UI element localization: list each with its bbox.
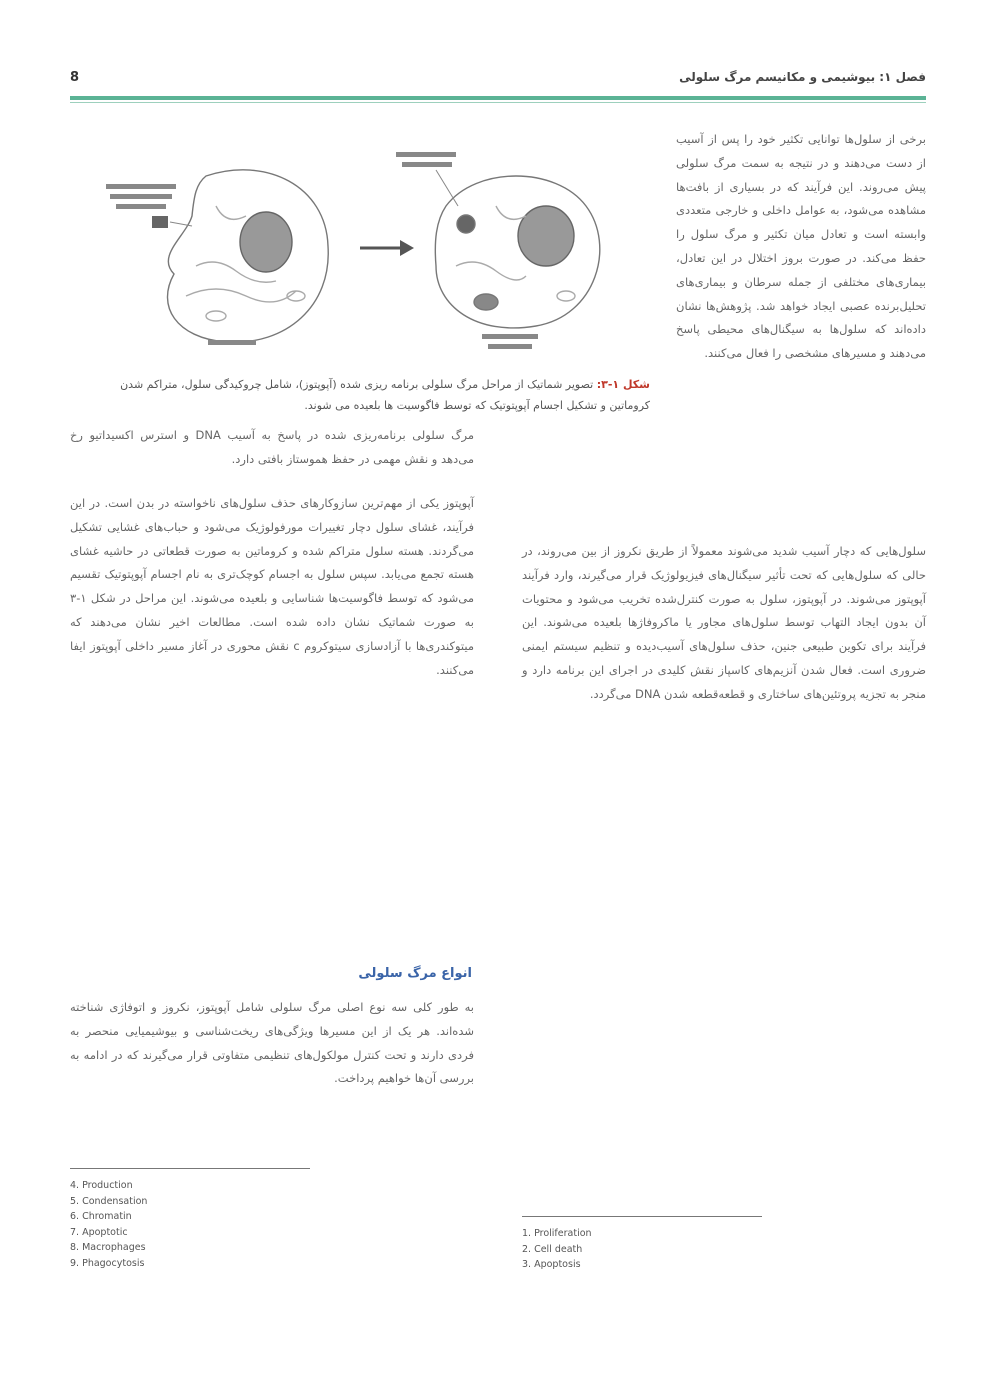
healthy-cell: [167, 170, 328, 342]
footnote-item: 3. Apoptosis: [522, 1259, 581, 1271]
header-rule: [70, 96, 926, 100]
page-number: 8: [70, 70, 80, 85]
header-rule-thin: [70, 102, 926, 103]
left-column-intro: [70, 424, 474, 472]
footnote-item: 2. Cell death: [522, 1243, 583, 1255]
process-arrow: [360, 240, 414, 256]
figure-caption: [120, 374, 650, 416]
page-header: [70, 68, 926, 92]
left-bottom-label: [208, 340, 256, 345]
right-paragraph-1: برخی از سلول‌ها توانایی تکثیر خود را پس از آسیب از دست می‌دهند و در نتیجه به سمت مرگ سلولی پیش می‌روند. این فرآیند که در بسیاری از بافت‌ها مشاهده می‌شود، به عوامل داخلی و خارجی متعددی وابسته است و تعادل میان تکثیر و مرگ سلول را حفظ می‌کند. در صورت بروز اختلال در این تعادل، بیماری‌های مختلفی از جمله سرطان و بیماری‌های تحلیل‌برنده عصبی ایجاد خواهد شد. پژوهش‌ها نشان داده‌اند که سلول‌ها به سیگنال‌های محیطی پاسخ می‌دهند و مسیرهای مشخصی را فعال می‌کنند.: [676, 132, 926, 361]
right-callout: [396, 152, 456, 167]
footnotes-right: [522, 1226, 592, 1273]
footnote-item: 7. Apoptotic: [70, 1226, 128, 1238]
footnote-item: 6. Chromatin: [70, 1211, 132, 1223]
running-title: فصل ۱: بیوشیمی و مکانیسم مرگ سلولی: [679, 70, 926, 84]
left-callout: [106, 184, 176, 228]
footnote-item: 5. Condensation: [70, 1195, 148, 1207]
caption-label: شکل ۱-۳:: [596, 378, 650, 391]
footnote-rule-left: [70, 1168, 310, 1169]
apoptotic-cell: [435, 176, 599, 328]
footnote-item: 1. Proliferation: [522, 1228, 592, 1239]
right-paragraph-2: سلول‌هایی که دچار آسیب شدید می‌شوند معمولاً از طریق نکروز از بین می‌روند، در حالی که سلول‌هایی که تحت تأثیر سیگنال‌های فیزیولوژیک قرار می‌گیرند، وارد فرآیند آپوپتوز می‌شوند. در آپوپتوز، سلول به صورت کنترل‌شده تخریب می‌شود و محتویات آن بدون ایجاد التهاب توسط سلول‌های مجاور یا ماکروفاژها بلعیده می‌شوند. این فرآیند برای تکوین طبیعی جنین، حذف سلول‌های آسیب‌دیده و تنظیم سیستم ایمنی ضروری است. فعال شدن آنزیم‌های کاسپاز نقش کلیدی در اجرای این برنامه دارد و منجر به تجزیه پروتئین‌های ساختاری و قطعه‌قطعه شدن DNA می‌گردد.: [522, 544, 926, 701]
left-column-main: [70, 492, 474, 682]
section-title: انواع مرگ سلولی: [358, 966, 472, 981]
left-paragraph-1: مرگ سلولی برنامه‌ریزی شده در پاسخ به آسیب DNA و استرس اکسیداتیو رخ می‌دهد و نقش مهمی در حفظ هموستاز بافتی دارد.: [70, 428, 474, 466]
section-body: [70, 996, 474, 1091]
footnote-item: 9. Phagocytosis: [70, 1257, 145, 1269]
right-column-main: [522, 540, 926, 707]
left-paragraph-2: آپوپتوز یکی از مهم‌ترین سازوکارهای حذف سلول‌های ناخواسته در بدن است. در این فرآیند، غشای سلول دچار تغییرات مورفولوژیک می‌شود و حباب‌های غشایی تشکیل می‌گردند. هسته سلول متراکم شده و کروماتین به صورت قطعاتی در حاشیه غشای هسته تجمع می‌یابد. سپس سلول به اجسام کوچک‌تری به نام اجسام آپوپتوتیک تقسیم می‌شود که توسط فاگوسیت‌ها شناسایی و بلعیده می‌شوند. این مراحل در شکل ۱-۳ به صورت شماتیک نشان داده شده است. مطالعات اخیر نشان می‌دهند که میتوکندری‌ها با آزادسازی سیتوکروم c نقش محوری در آغاز مسیر داخلی آپوپتوز ایفا می‌کنند.: [70, 496, 474, 677]
footnotes-left: [70, 1178, 147, 1272]
footnote-rule-right: [522, 1216, 762, 1217]
section-paragraph-1: به طور کلی سه نوع اصلی مرگ سلولی شامل آپوپتوز، نکروز و اتوفاژی شناخته شده‌اند. هر یک از این مسیرها ویژگی‌های ریخت‌شناسی و بیوشیمیایی منحصر به فردی دارند و تحت کنترل مولکول‌های تنظیمی متفاوتی قرار می‌گیرند که در ادامه به بررسی آن‌ها خواهیم پرداخت.: [70, 1000, 474, 1086]
footnote-item: 4. Production: [70, 1180, 133, 1191]
right-bottom-label: [482, 334, 538, 349]
caption-text: تصویر شماتیک از مراحل مرگ سلولی برنامه ریزی شده (آپوپتوز)، شامل چروکیدگی سلول، متراکم شدن کروماتین و تشکیل اجسام آپوپتوتیک که توسط فاگوسیت ها بلعیده می شوند.: [120, 378, 650, 412]
cell-diagram-figure: [96, 146, 644, 360]
footnote-item: 8. Macrophages: [70, 1242, 146, 1254]
right-column-top: [676, 128, 926, 366]
